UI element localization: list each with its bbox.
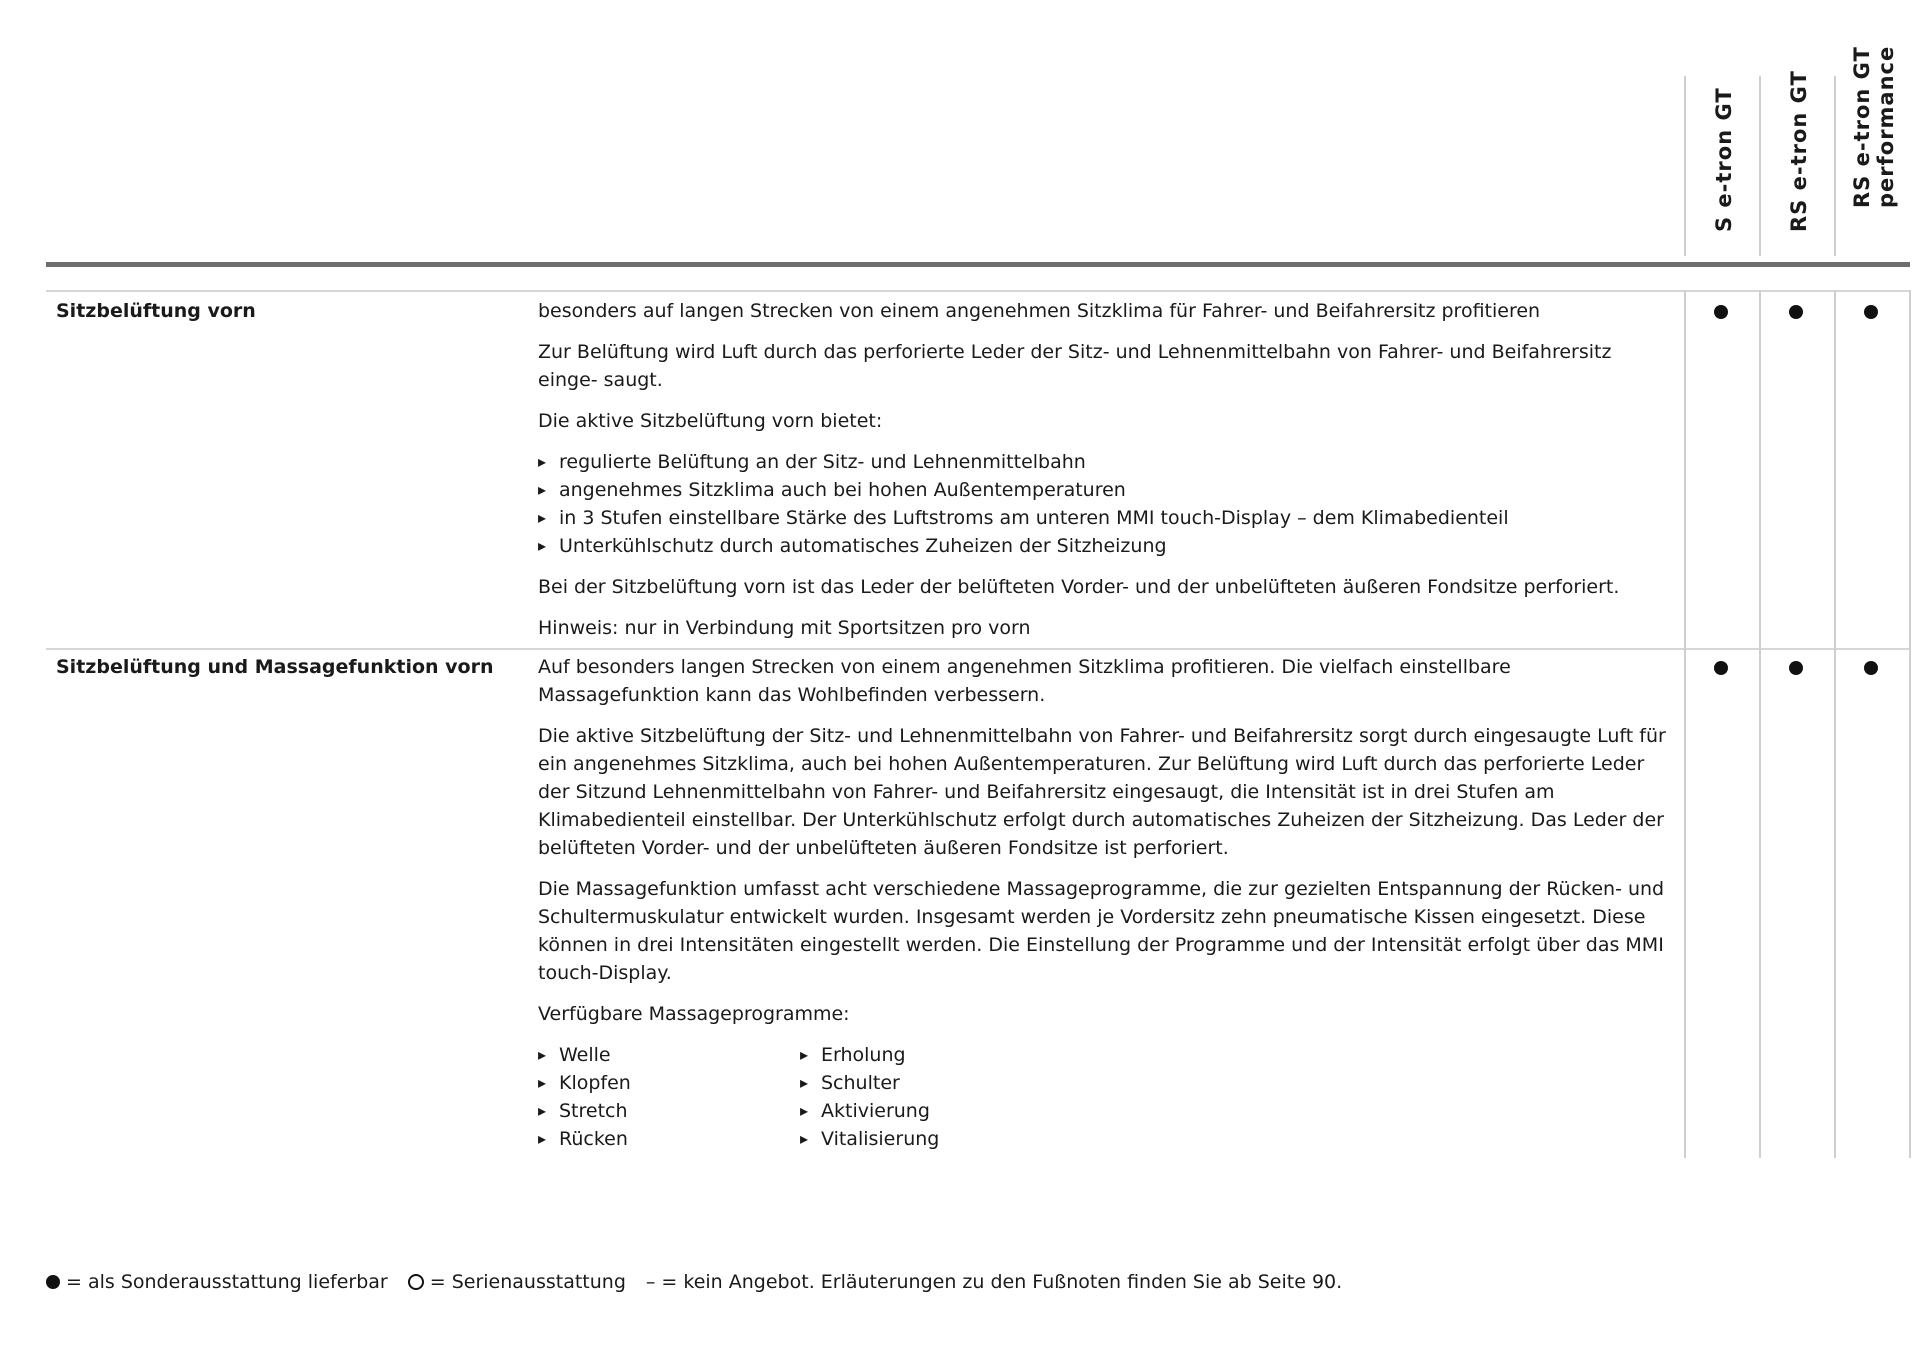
column-header-label: RS e-tron GT xyxy=(1786,70,1811,232)
list-item: ▸ Stretch xyxy=(538,1097,800,1125)
column-header-label-line2: performance xyxy=(1873,45,1898,208)
description-paragraph: Zur Belüftung wird Luft durch das perforierte Leder der Sitz- und Lehnenmittelbahn von Fahrer- und Beifahrersitz einge- saugt. xyxy=(538,341,1612,391)
note: Hinweis: nur in Verbindung mit Sportsitzen pro vorn xyxy=(538,617,1031,639)
availability-dot-optional xyxy=(1864,661,1878,675)
filled-dot-icon xyxy=(46,1275,60,1289)
description-paragraph: Die aktive Sitzbelüftung vorn bietet: xyxy=(538,410,883,432)
column-header-s-etron-gt xyxy=(1684,76,1761,256)
column-divider xyxy=(1684,290,1686,1158)
availability-dot-optional xyxy=(1714,305,1728,319)
availability-dot-optional xyxy=(1789,661,1803,675)
column-divider xyxy=(1909,290,1911,1158)
program-list-right xyxy=(800,1041,1062,1153)
list-item: ▸ Schulter xyxy=(800,1069,1062,1097)
description-paragraph: Die Massagefunktion umfasst acht verschiedene Massageprogramme, die zur gezielten Entspannung der Rücken- und Schultermuskulatur entwickelt wurden. Insgesamt werden je Vordersitz zehn pneumatische Kissen eingesetzt. Diese können in drei Intensitäten eingestellt werden. Die Einstellung der Programme und der Intensität erfolgt über das MMI touch-Display. xyxy=(538,878,1665,984)
massage-program-list xyxy=(538,1041,1668,1153)
column-divider xyxy=(1834,290,1836,1158)
column-header-rs-etron-gt-performance xyxy=(1834,45,1911,256)
legend-open-label: = Serienausstattung xyxy=(429,1271,626,1293)
legend xyxy=(46,1268,1342,1296)
list-item: ▸ angenehmes Sitzklima auch bei hohen Außentemperaturen xyxy=(538,476,1668,504)
row-description xyxy=(538,297,1668,655)
description-paragraph: Verfügbare Massageprogramme: xyxy=(538,1003,850,1025)
open-circle-icon xyxy=(408,1274,424,1290)
list-item: ▸ regulierte Belüftung an der Sitz- und Lehnenmittelbahn xyxy=(538,448,1668,476)
column-header-rs-etron-gt xyxy=(1759,70,1836,256)
list-item: ▸ in 3 Stufen einstellbare Stärke des Luftstroms am unteren MMI touch-Display – dem Klimabedienteil xyxy=(538,504,1668,532)
description-paragraph: Die aktive Sitzbelüftung der Sitz- und Lehnenmittelbahn von Fahrer- und Beifahrersitz sorgt durch eingesaugte Luft für ein angenehmes Sitzklima, auch bei hohen Außentemperaturen. Zur Belüftung wird Luft durch das perforierte Leder der Sitzund Lehnenmittelbahn von Fahrer- und Beifahrersitz eingesaugt, die Intensität ist in drei Stufen am Klimabedienteil einstellbar. Der Unterkühlschutz erfolgt durch automatisches Zuheizen der Sitzheizung. Das Leder der belüfteten Vorder- und der unbelüfteten äußeren Fondsitze ist perforiert. xyxy=(538,725,1666,859)
list-item: ▸ Unterkühlschutz durch automatisches Zuheizen der Sitzheizung xyxy=(538,532,1668,560)
list-item: ▸ Welle xyxy=(538,1041,800,1069)
row-description xyxy=(538,653,1668,1153)
header-divider xyxy=(46,262,1910,267)
list-item: ▸ Klopfen xyxy=(538,1069,800,1097)
list-item: ▸ Vitalisierung xyxy=(800,1125,1062,1153)
program-list-left xyxy=(538,1041,800,1153)
description-paragraph: besonders auf langen Strecken von einem angenehmen Sitzklima für Fahrer- und Beifahrersitz profitieren xyxy=(538,300,1541,322)
row-term-sitzbelueftung-massage: Sitzbelüftung und Massagefunktion vorn xyxy=(56,656,494,678)
legend-filled-label: = als Sonderausstattung lieferbar xyxy=(66,1271,388,1293)
column-header-label xyxy=(1850,46,1898,208)
column-divider xyxy=(1759,290,1761,1158)
description-paragraph: Bei der Sitzbelüftung vorn ist das Leder der belüfteten Vorder- und der unbelüfteten äußeren Fondsitze perforiert. xyxy=(538,576,1620,598)
availability-dot-optional xyxy=(1864,305,1878,319)
availability-dot-optional xyxy=(1714,661,1728,675)
column-header-label-line1: RS e-tron GT xyxy=(1849,46,1874,208)
column-header-label: S e-tron GT xyxy=(1711,87,1736,232)
list-item: ▸ Erholung xyxy=(800,1041,1062,1069)
table-top-border xyxy=(46,290,1910,292)
legend-dash-label: – = kein Angebot. Erläuterungen zu den Fußnoten finden Sie ab Seite 90. xyxy=(645,1271,1343,1293)
description-paragraph: Auf besonders langen Strecken von einem angenehmen Sitzklima profitieren. Die vielfach einstellbare Massagefunktion kann das Wohlbefinden verbessern. xyxy=(538,656,1511,706)
list-item: ▸ Aktivierung xyxy=(800,1097,1062,1125)
feature-list xyxy=(538,448,1668,560)
availability-dot-optional xyxy=(1789,305,1803,319)
list-item: ▸ Rücken xyxy=(538,1125,800,1153)
row-term-sitzbelueftung-vorn: Sitzbelüftung vorn xyxy=(56,300,256,322)
